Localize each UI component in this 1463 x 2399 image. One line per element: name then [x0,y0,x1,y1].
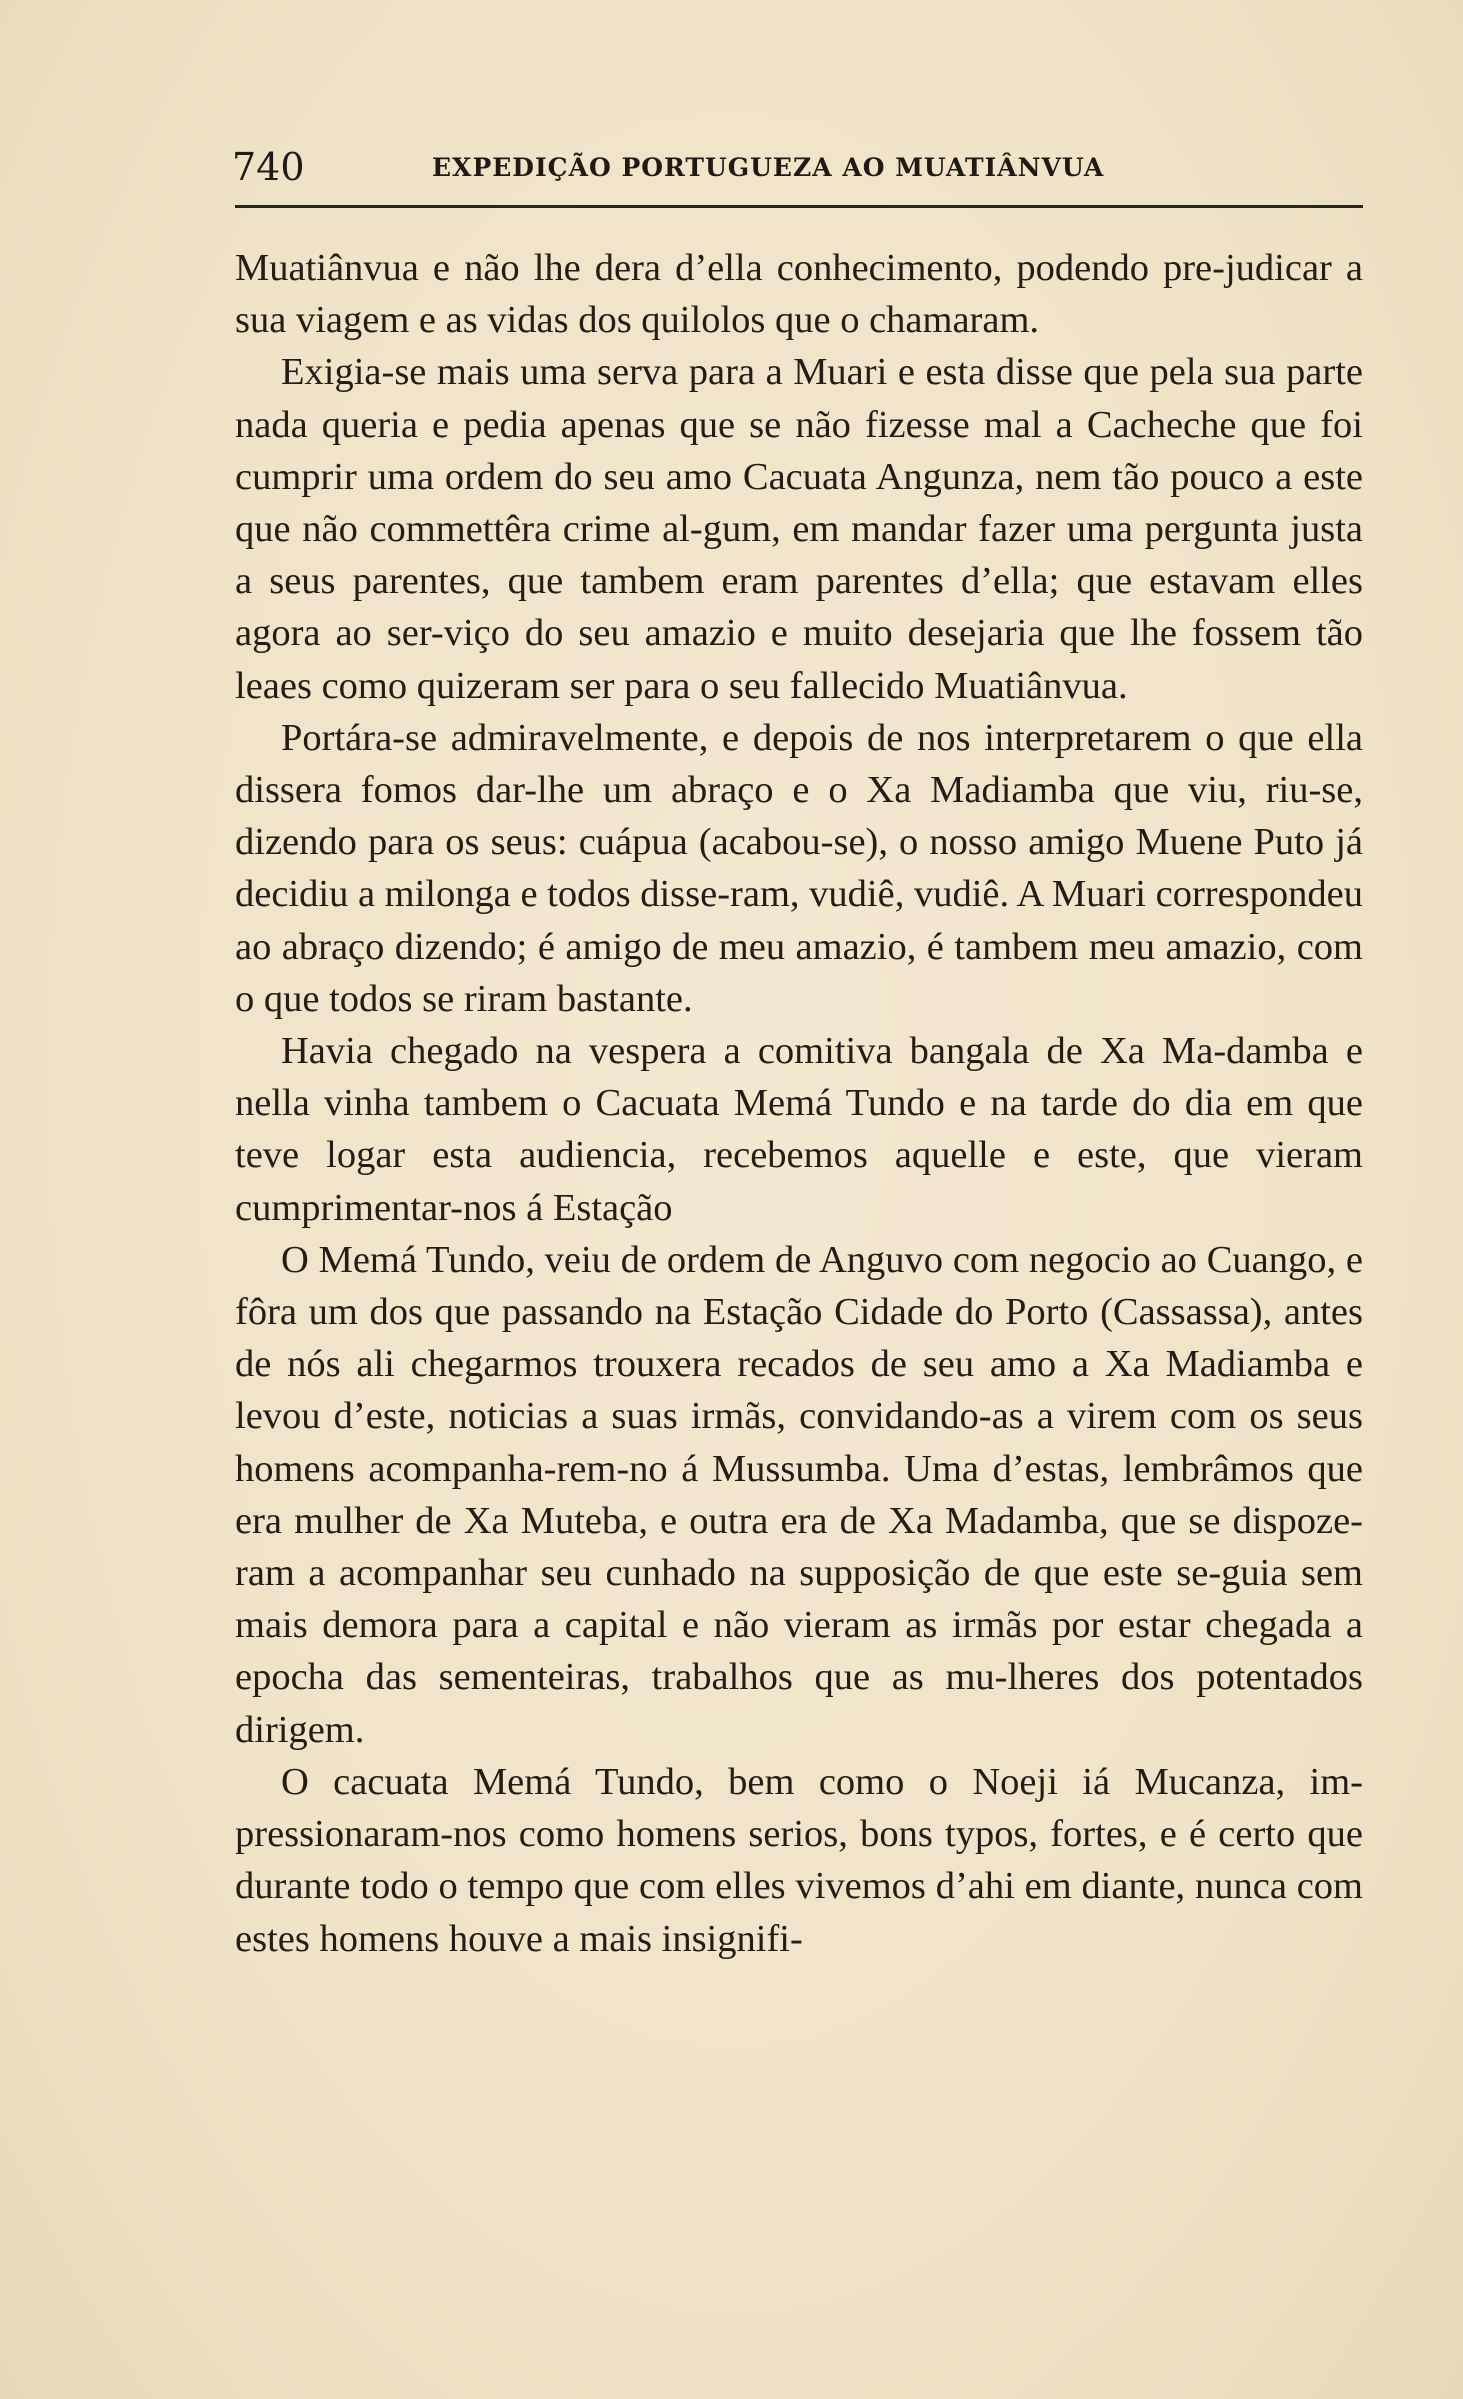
paragraph-6: O cacuata Memá Tundo, bem como o Noeji iá Mucanza, im-pressionaram-nos como homens serios, bons typos, fortes, e é certo que durante todo o tempo que com elles vivemos d’ahi em diante, nunca com estes homens houve a mais insignifi- [235,1760,1363,1960]
paragraph-5: O Memá Tundo, veiu de ordem de Anguvo com negocio ao Cuango, e fôra um dos que passando na Estação Cidade do Porto (Cassassa), antes de nós ali chegarmos trouxera recados de seu amo a Xa Madiamba e levou d’este, noticias a suas irmãs, convidando-as a virem com os seus homens acompanha-rem-no á Mussumba. Uma d’estas, lembrâmos que era mulher de Xa Muteba, e outra era de Xa Madamba, que se dispoze-ram a acompanhar seu cunhado na supposição de que este se-guia sem mais demora para a capital e não vieram as irmãs por estar chegada a epocha das sementeiras, trabalhos que as mu-lheres dos potentados dirigem. [235,1238,1363,1751]
header-rule [235,205,1363,208]
paragraph-2: Exigia-se mais uma serva para a Muari e esta disse que pela sua parte nada queria e pedia apenas que se não fizesse mal a Cacheche que foi cumprir uma ordem do seu amo Cacuata Angunza, nem tão pouco a este que não commettêra crime al-gum, em mandar fazer uma pergunta justa a seus parentes, que tambem eram parentes d’ella; que estavam elles agora ao ser-viço do seu amazio e muito desejaria que lhe fossem tão leaes como quizeram ser para o seu fallecido Muatiânvua. [235,351,1363,707]
paragraph-3: Portára-se admiravelmente, e depois de nos interpretarem o que ella dissera fomos dar-lhe um abraço e o Xa Madiamba que viu, riu-se, dizendo para os seus: cuápua (acabou-se), o nosso amigo Muene Puto já decidiu a milonga e todos disse-ram, vudiê, vudiê. A Muari correspondeu ao abraço dizendo; é amigo de meu amazio, é tambem meu amazio, com o que todos se riram bastante. [235,716,1364,1020]
page-header [232,142,1362,192]
body-text [235,242,1363,1965]
running-title: EXPEDIÇÃO PORTUGUEZA AO MUATIÂNVUA [432,153,1105,182]
paragraph-1: Muatiânvua e não lhe dera d’ella conhecimento, podendo pre-judicar a sua viagem e as vidas dos quilolos que o chamaram. [235,247,1363,342]
paragraph-4: Havia chegado na vespera a comitiva bangala de Xa Ma-damba e nella vinha tambem o Cacuata Memá Tundo e na tarde do dia em que teve logar esta audiencia, recebemos aquelle e este, que vieram cumprimentar-nos á Estação [235,1030,1363,1229]
page-number: 740 [232,145,305,189]
